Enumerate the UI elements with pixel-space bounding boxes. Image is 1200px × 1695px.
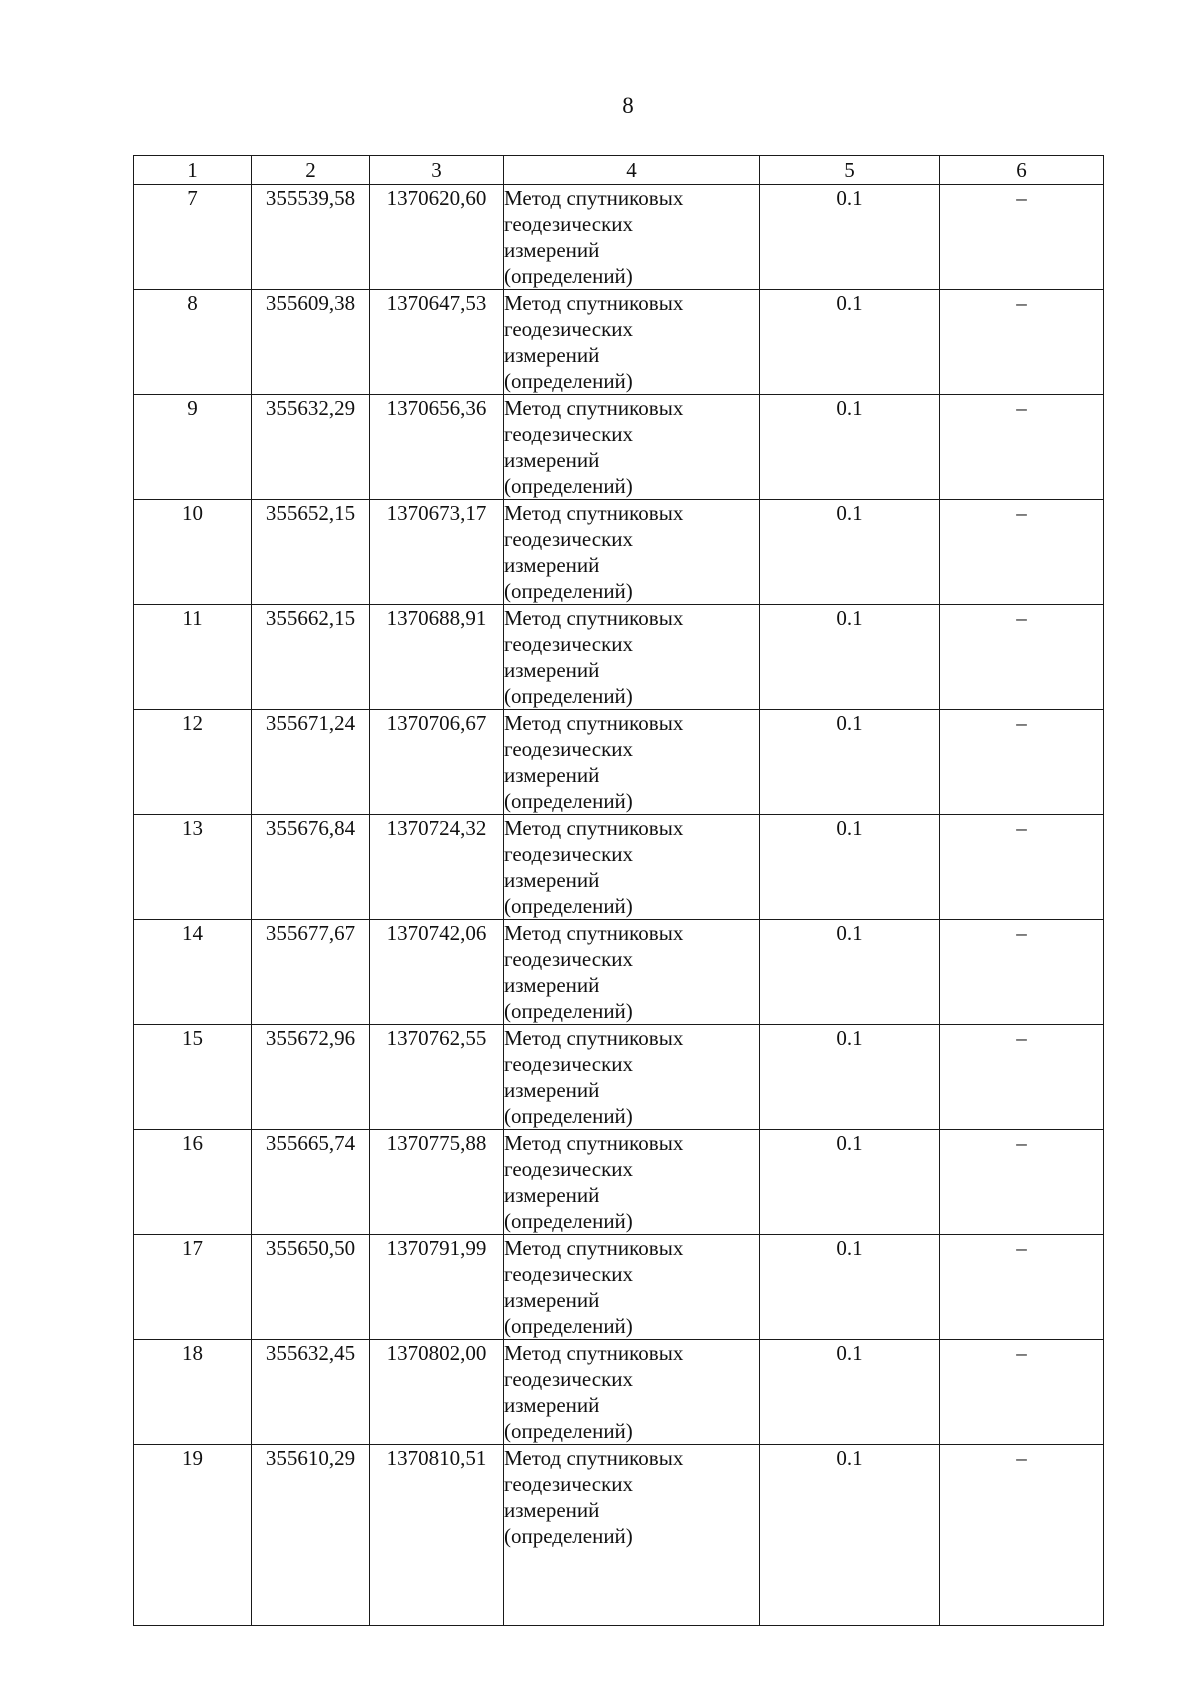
description: – <box>940 395 1104 500</box>
coordinate-x: 355662,15 <box>252 605 370 710</box>
accuracy: 0.1 <box>760 710 940 815</box>
method-cell <box>504 1340 760 1445</box>
method-cell <box>504 710 760 815</box>
coordinate-y: 1370724,32 <box>370 815 504 920</box>
header-col-2: 2 <box>252 156 370 185</box>
accuracy: 0.1 <box>760 1025 940 1130</box>
coordinate-y: 1370791,99 <box>370 1235 504 1340</box>
method-cell <box>504 1445 760 1626</box>
description: – <box>940 1025 1104 1130</box>
description: – <box>940 1130 1104 1235</box>
header-row <box>134 156 1104 185</box>
header-col-5: 5 <box>760 156 940 185</box>
table-row <box>134 1025 1104 1130</box>
page-number: 8 <box>622 93 634 118</box>
description: – <box>940 605 1104 710</box>
table-row <box>134 710 1104 815</box>
coordinate-x: 355539,58 <box>252 185 370 290</box>
description: – <box>940 815 1104 920</box>
description: – <box>940 290 1104 395</box>
coordinate-x: 355676,84 <box>252 815 370 920</box>
description: – <box>940 920 1104 1025</box>
coordinate-x: 355652,15 <box>252 500 370 605</box>
accuracy: 0.1 <box>760 920 940 1025</box>
method-cell <box>504 1025 760 1130</box>
method-text: Метод спутниковых геодезических измерений (определений) <box>504 711 684 813</box>
method-text: Метод спутниковых геодезических измерений (определений) <box>504 816 684 918</box>
method-text: Метод спутниковых геодезических измерений (определений) <box>504 1131 684 1233</box>
method-text: Метод спутниковых геодезических измерений (определений) <box>504 606 684 708</box>
point-number: 19 <box>134 1445 252 1626</box>
coordinate-y: 1370647,53 <box>370 290 504 395</box>
method-cell <box>504 1235 760 1340</box>
method-text: Метод спутниковых геодезических измерений (определений) <box>504 291 684 393</box>
coordinate-x: 355665,74 <box>252 1130 370 1235</box>
coordinate-x: 355672,96 <box>252 1025 370 1130</box>
coordinate-x: 355632,45 <box>252 1340 370 1445</box>
point-number: 17 <box>134 1235 252 1340</box>
coordinate-y: 1370742,06 <box>370 920 504 1025</box>
point-number: 16 <box>134 1130 252 1235</box>
header-col-4: 4 <box>504 156 760 185</box>
description: – <box>940 710 1104 815</box>
method-cell <box>504 500 760 605</box>
table-row <box>134 920 1104 1025</box>
method-cell <box>504 395 760 500</box>
accuracy: 0.1 <box>760 185 940 290</box>
method-cell <box>504 1130 760 1235</box>
method-text: Метод спутниковых геодезических измерений (определений) <box>504 186 684 288</box>
coordinate-y: 1370673,17 <box>370 500 504 605</box>
coordinate-y: 1370775,88 <box>370 1130 504 1235</box>
method-text: Метод спутниковых геодезических измерений (определений) <box>504 1446 684 1548</box>
coordinate-y: 1370688,91 <box>370 605 504 710</box>
table-row <box>134 500 1104 605</box>
coordinate-x: 355677,67 <box>252 920 370 1025</box>
header-col-1: 1 <box>134 156 252 185</box>
accuracy: 0.1 <box>760 1340 940 1445</box>
method-cell <box>504 920 760 1025</box>
point-number: 11 <box>134 605 252 710</box>
accuracy: 0.1 <box>760 290 940 395</box>
method-cell <box>504 185 760 290</box>
table-row <box>134 290 1104 395</box>
table-row <box>134 1445 1104 1626</box>
point-number: 8 <box>134 290 252 395</box>
point-number: 15 <box>134 1025 252 1130</box>
point-number: 14 <box>134 920 252 1025</box>
point-number: 10 <box>134 500 252 605</box>
table-row <box>134 395 1104 500</box>
table-row <box>134 605 1104 710</box>
method-text: Метод спутниковых геодезических измерений (определений) <box>504 1341 684 1443</box>
header-col-6: 6 <box>940 156 1104 185</box>
table-row <box>134 815 1104 920</box>
accuracy: 0.1 <box>760 500 940 605</box>
description: – <box>940 185 1104 290</box>
description: – <box>940 1235 1104 1340</box>
accuracy: 0.1 <box>760 1445 940 1626</box>
coordinate-y: 1370802,00 <box>370 1340 504 1445</box>
method-cell <box>504 290 760 395</box>
point-number: 9 <box>134 395 252 500</box>
description: – <box>940 500 1104 605</box>
table-row <box>134 1340 1104 1445</box>
accuracy: 0.1 <box>760 395 940 500</box>
table-row <box>134 1130 1104 1235</box>
point-number: 7 <box>134 185 252 290</box>
coordinate-y: 1370620,60 <box>370 185 504 290</box>
description: – <box>940 1340 1104 1445</box>
table-row <box>134 185 1104 290</box>
coordinate-y: 1370762,55 <box>370 1025 504 1130</box>
method-text: Метод спутниковых геодезических измерений (определений) <box>504 921 684 1023</box>
coordinate-y: 1370810,51 <box>370 1445 504 1626</box>
coordinates-table <box>133 155 1104 1626</box>
table-row <box>134 1235 1104 1340</box>
coordinate-x: 355671,24 <box>252 710 370 815</box>
accuracy: 0.1 <box>760 1130 940 1235</box>
header-col-3: 3 <box>370 156 504 185</box>
method-text: Метод спутниковых геодезических измерений (определений) <box>504 1236 684 1338</box>
point-number: 13 <box>134 815 252 920</box>
method-text: Метод спутниковых геодезических измерений (определений) <box>504 501 684 603</box>
coordinate-x: 355610,29 <box>252 1445 370 1626</box>
accuracy: 0.1 <box>760 1235 940 1340</box>
description: – <box>940 1445 1104 1626</box>
method-cell <box>504 605 760 710</box>
method-cell <box>504 815 760 920</box>
method-text: Метод спутниковых геодезических измерений (определений) <box>504 396 684 498</box>
accuracy: 0.1 <box>760 605 940 710</box>
coordinate-y: 1370706,67 <box>370 710 504 815</box>
point-number: 12 <box>134 710 252 815</box>
coordinate-x: 355650,50 <box>252 1235 370 1340</box>
coordinate-y: 1370656,36 <box>370 395 504 500</box>
method-text: Метод спутниковых геодезических измерений (определений) <box>504 1026 684 1128</box>
coordinate-x: 355632,29 <box>252 395 370 500</box>
accuracy: 0.1 <box>760 815 940 920</box>
coordinate-x: 355609,38 <box>252 290 370 395</box>
point-number: 18 <box>134 1340 252 1445</box>
